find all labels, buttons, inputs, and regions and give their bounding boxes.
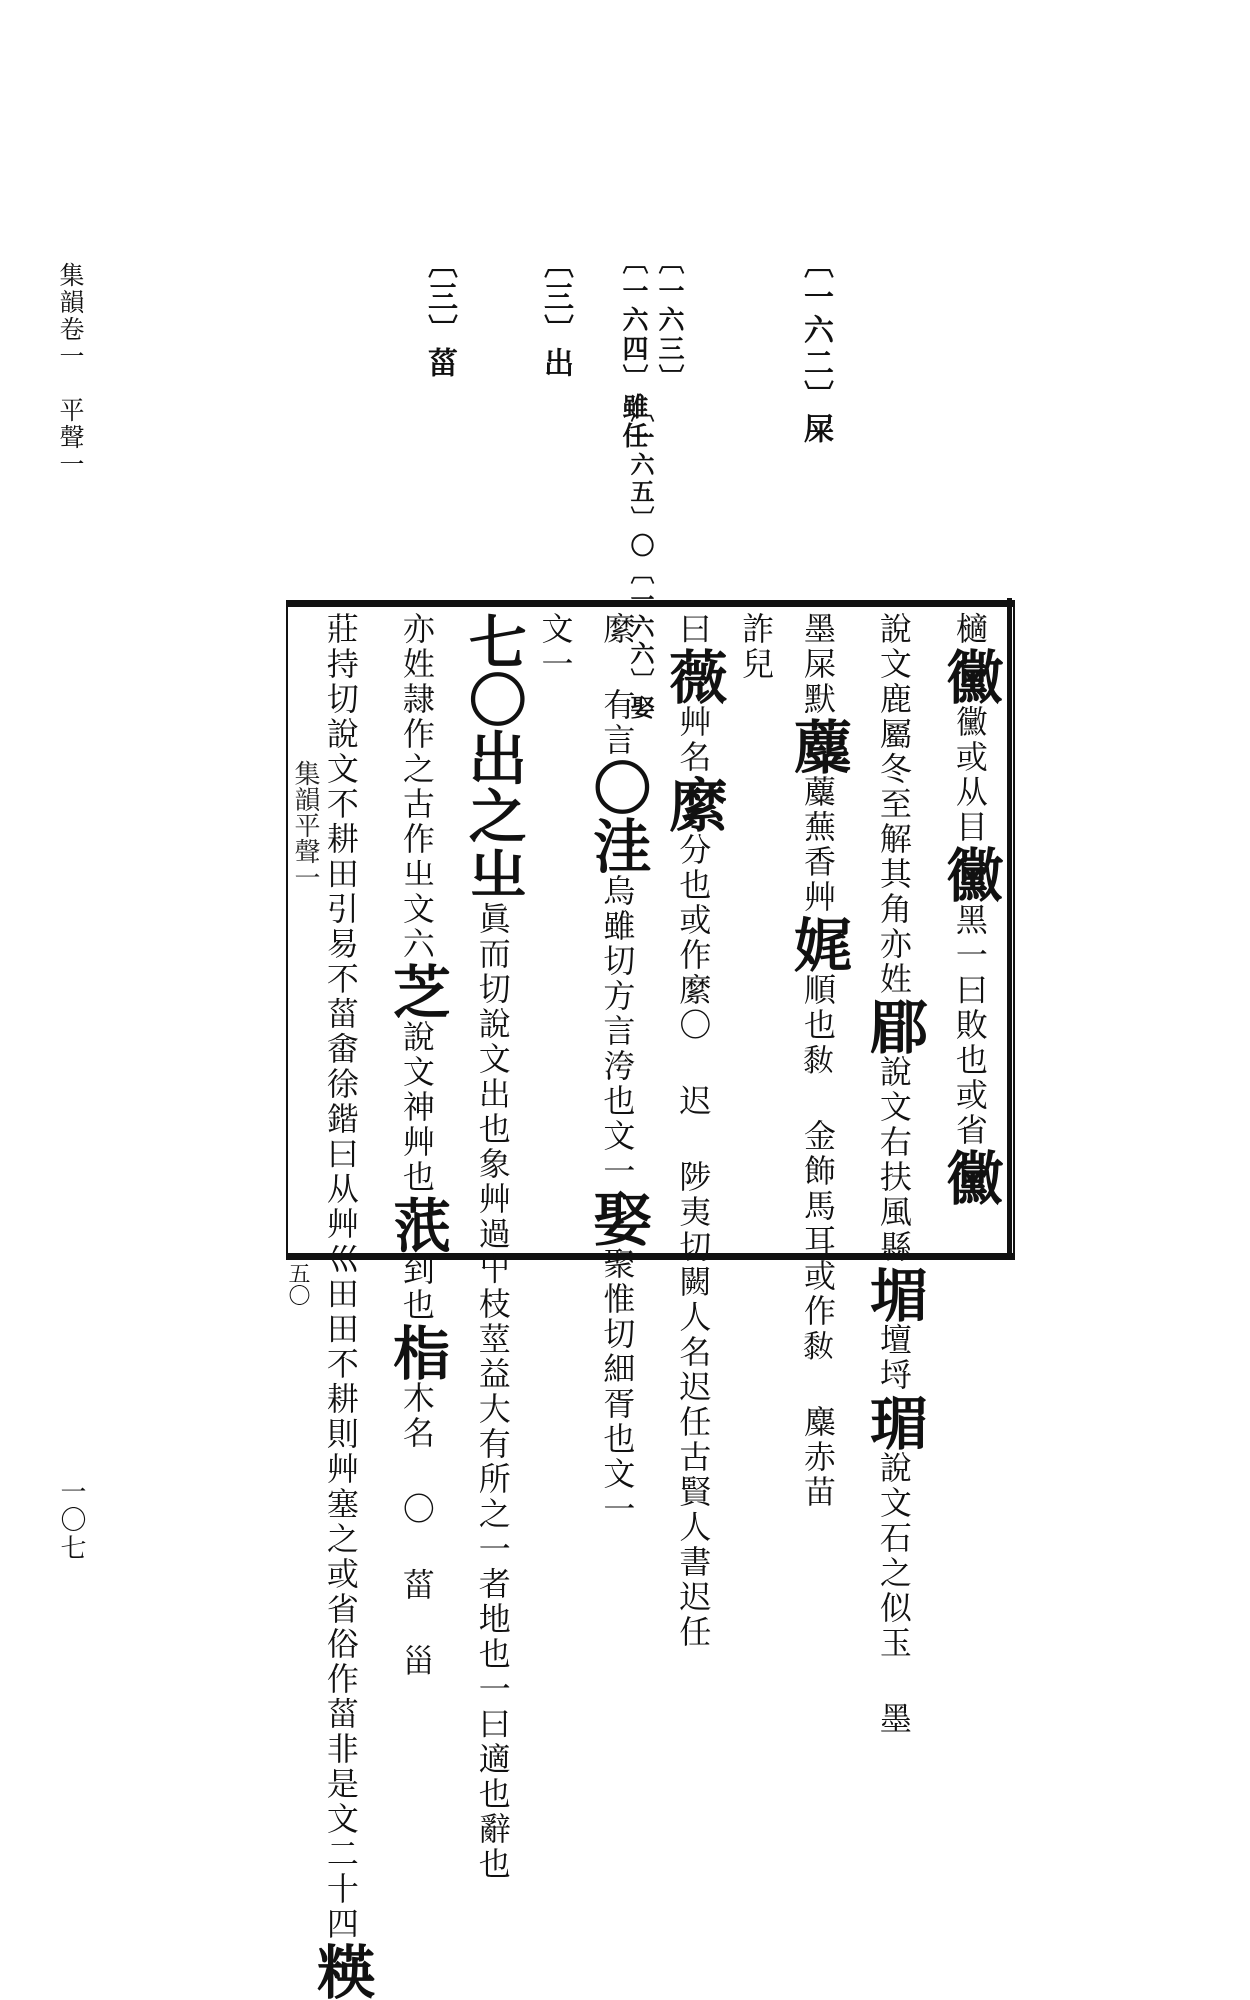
gutter-title: 集韻平聲一 [290, 760, 320, 890]
text-column [536, 612, 575, 1242]
head-character: 薇 [659, 647, 728, 705]
page-number: 一〇七 [56, 1478, 86, 1562]
text-columns [306, 612, 1004, 2000]
circle-separator: 〇 [458, 670, 527, 728]
frame-rule [1007, 598, 1012, 1256]
annotation: 聚惟切細胥也文一 [598, 1247, 637, 1527]
gutter-page-number: 五〇 [285, 1262, 310, 1306]
head-character: 芝 [382, 962, 451, 1020]
annotation: 到也 [397, 1253, 436, 1323]
head-character: 出之㞢 [458, 728, 527, 902]
collation-note: 〔三〕菑 [422, 248, 457, 380]
annotation: 莊持切說文不耕田引易不菑畬徐鍇曰从艸巛田田不耕則艸塞之或省俗作菑非是文二十四 [321, 612, 360, 1942]
annotation: 順也 [798, 973, 837, 1043]
annotation: 㰅 [950, 612, 989, 647]
text-column [458, 612, 527, 1882]
head-character: 黴 [935, 845, 1004, 903]
annotation: 分也或作縻 [674, 833, 713, 1008]
text-column [659, 612, 728, 1650]
head-character: 瑂 [859, 1393, 928, 1451]
annotation: 艸名 [674, 705, 713, 775]
annotation: 說文石之似玉 墨 [874, 1451, 913, 1737]
text-column [859, 612, 928, 1737]
head-character: 縻 [659, 775, 728, 833]
text-column [583, 612, 652, 1527]
collation-note: 〔三〕出 [538, 248, 573, 380]
head-character: 栺 [382, 1323, 451, 1381]
annotation: 壇埒 [874, 1323, 913, 1393]
annotation: 黑一曰敗也或省 [950, 903, 989, 1148]
annotation: 文一 [536, 612, 575, 682]
text-column [935, 612, 1004, 1242]
annotation: 〇 迟 陟夷切闕人名迟任古賢人書迟任 [674, 1008, 713, 1650]
head-character: 娓 [783, 915, 852, 973]
collation-note: 〔一六五〕〇〔一六六〕娶 [626, 398, 655, 722]
annotation: 眞而切說文出也象艸過屮枝莖益大有所之一者地也一曰適也辭也 [473, 902, 512, 1882]
annotation: 亦姓隷作之古作㞢文六 [397, 612, 436, 962]
head-character: 䊔 [306, 1942, 375, 2000]
annotation: 說文右扶風縣 [874, 1055, 913, 1265]
head-character: 黴 [935, 1148, 1004, 1206]
head-character: 蘪 [783, 717, 852, 775]
head-character: 郿 [859, 997, 928, 1055]
collation-note: 〔一六二〕屎 [798, 248, 833, 446]
annotation: 蘪蕪香艸 [798, 775, 837, 915]
annotation: 墨屎默 [798, 612, 837, 717]
text-column [737, 612, 776, 1242]
annotation: 曰 [674, 612, 713, 647]
annotation: 縻 有言 [598, 612, 637, 758]
text-column [306, 612, 375, 2000]
head-character: 洼 [583, 816, 652, 874]
text-column [783, 612, 852, 1510]
annotation: 說文鹿屬冬至解其角亦姓 [874, 612, 913, 997]
head-character: 娶 [583, 1189, 652, 1247]
head-character: 黴 [935, 647, 1004, 705]
collation-note: 〔一六三〕 [654, 248, 684, 393]
running-title: 集韻卷一 平聲一 [56, 262, 85, 478]
head-character: 䓋 [382, 1195, 451, 1253]
text-column [382, 612, 451, 1679]
head-character: 堳 [859, 1265, 928, 1323]
annotation: 木名 〇 菑 甾 [397, 1381, 436, 1679]
annotation: 𪏮 金飾馬耳或作𪏮 麋赤苗 [798, 1043, 837, 1510]
head-character: 七 [458, 612, 527, 670]
annotation: 說文神艸也 [397, 1020, 436, 1195]
annotation: 詐兒 [737, 612, 776, 682]
annotation: 烏雖切方言洿也文一 [598, 874, 637, 1189]
circle-separator: 〇 [583, 758, 652, 816]
collation-note: 〔一六四〕雖任 [618, 248, 648, 451]
annotation: 黴或从目 [950, 705, 989, 845]
